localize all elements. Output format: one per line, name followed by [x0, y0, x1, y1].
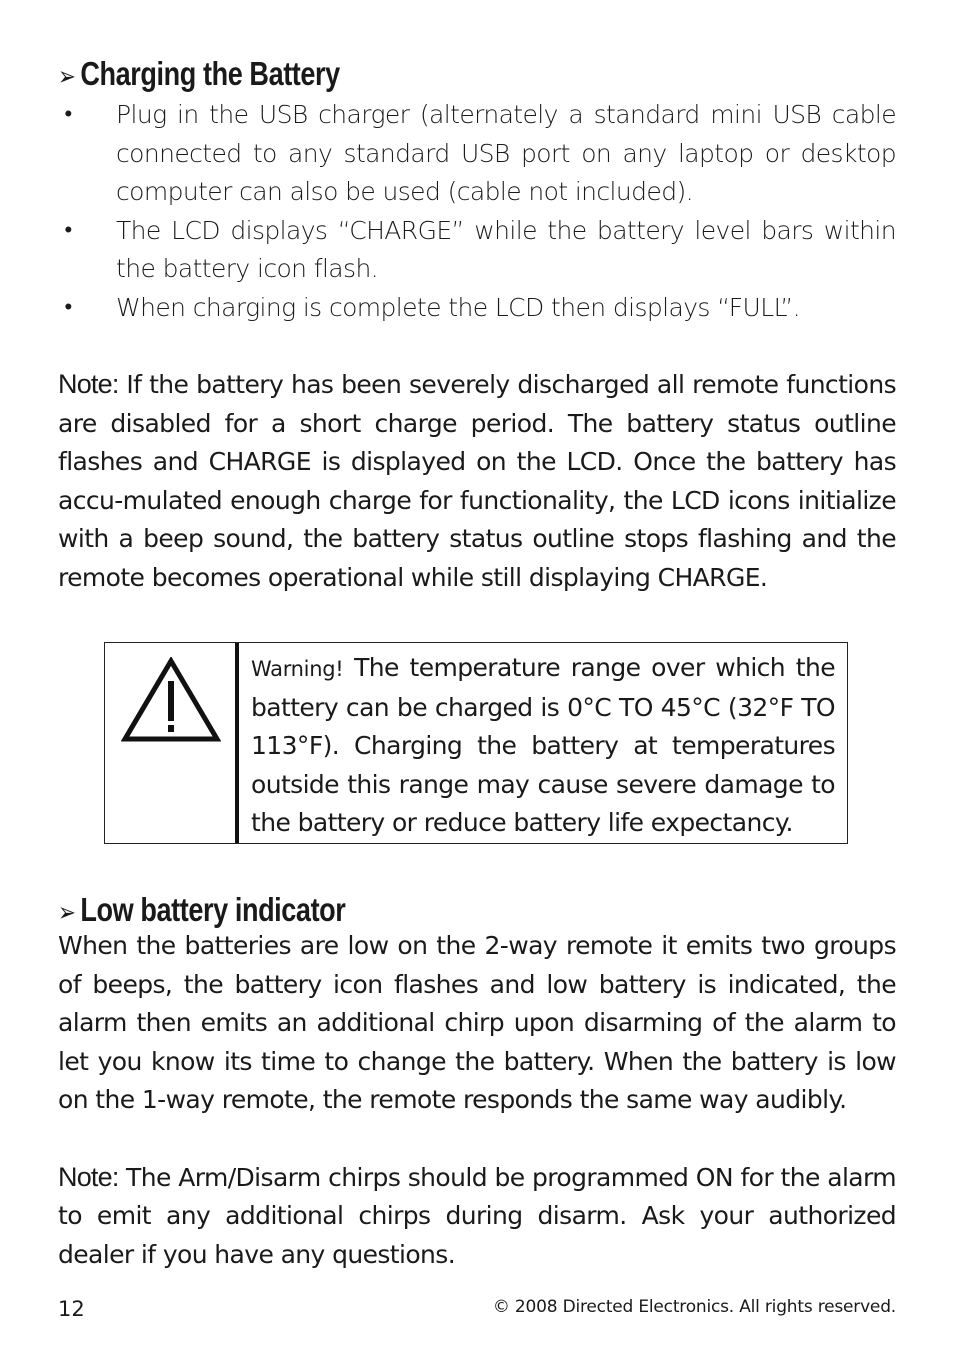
warning-text	[251, 649, 835, 843]
low-battery-note-text: The Arm/Disarm chirps should be programmed ON for the alarm to emit any additional chirps during disarm. Ask your authorized dealer if you have any questions.	[58, 1162, 896, 1269]
low-battery-heading	[58, 888, 745, 932]
bullet-dot-icon: •	[64, 102, 72, 127]
note-label: Note:	[58, 369, 119, 399]
charging-title: Charging the Battery	[80, 55, 340, 92]
arrow-bullet-icon: ➢	[58, 898, 76, 928]
arrow-bullet-icon: ➢	[58, 62, 76, 92]
warning-label: Warning!	[251, 657, 344, 681]
bullet-dot-icon: •	[64, 294, 72, 320]
low-battery-body: When the batteries are low on the 2-way remote it emits two groups of beeps, the battery icon flashes and low battery is indicated, the alarm then emits an additional chirp upon disarming of the alarm to let you know its time to change the battery. When the battery is low on the 1-way remote, the remote responds the same way audibly.	[58, 931, 896, 1114]
charging-heading	[58, 52, 745, 96]
warning-icon-cell	[105, 643, 239, 843]
note-label: Note:	[58, 1161, 119, 1192]
charging-step-2: The LCD displays “CHARGE” while the battery level bars within the battery icon flash.	[116, 215, 896, 283]
charging-step-1: Plug in the USB charger (alternately a standard mini USB cable connected to any standard USB port on any laptop or desktop computer can also be used (cable not included).	[116, 100, 896, 206]
list-item	[58, 96, 896, 212]
warning-body: The temperature range over which the battery can be charged is 0°C TO 45°C (32°F TO 113°F). Charging the battery at temperatures outside this range may cause severe damage to the battery or reduce battery life expectancy.	[251, 653, 835, 837]
bullet-dot-icon: •	[64, 217, 72, 243]
warning-triangle-icon	[121, 657, 221, 745]
charging-step-3: When charging is complete the LCD then displays “FULL”.	[116, 292, 801, 322]
low-battery-section	[58, 888, 896, 1274]
manual-page	[58, 52, 896, 597]
list-item	[58, 289, 896, 328]
charging-note-text: If the battery has been severely discharged all remote functions are disabled for a short charge period. The battery status outline flashes and CHARGE is displayed on the LCD. Once the battery has accu-mulated enough charge for functionality, the LCD icons initialize with a beep sound, the battery status outline stops flashing and the remote becomes operational while still displaying CHARGE.	[58, 370, 896, 592]
copyright-notice: © 2008 Directed Electronics. All rights reserved.	[492, 1297, 896, 1317]
low-battery-note	[58, 1158, 896, 1275]
list-item	[58, 212, 896, 289]
charging-note	[58, 365, 896, 597]
charging-steps-list	[58, 96, 896, 327]
low-battery-title: Low battery indicator	[80, 891, 346, 928]
warning-box	[104, 642, 848, 844]
page-footer	[58, 1295, 896, 1325]
page-number: 12	[58, 1297, 85, 1321]
